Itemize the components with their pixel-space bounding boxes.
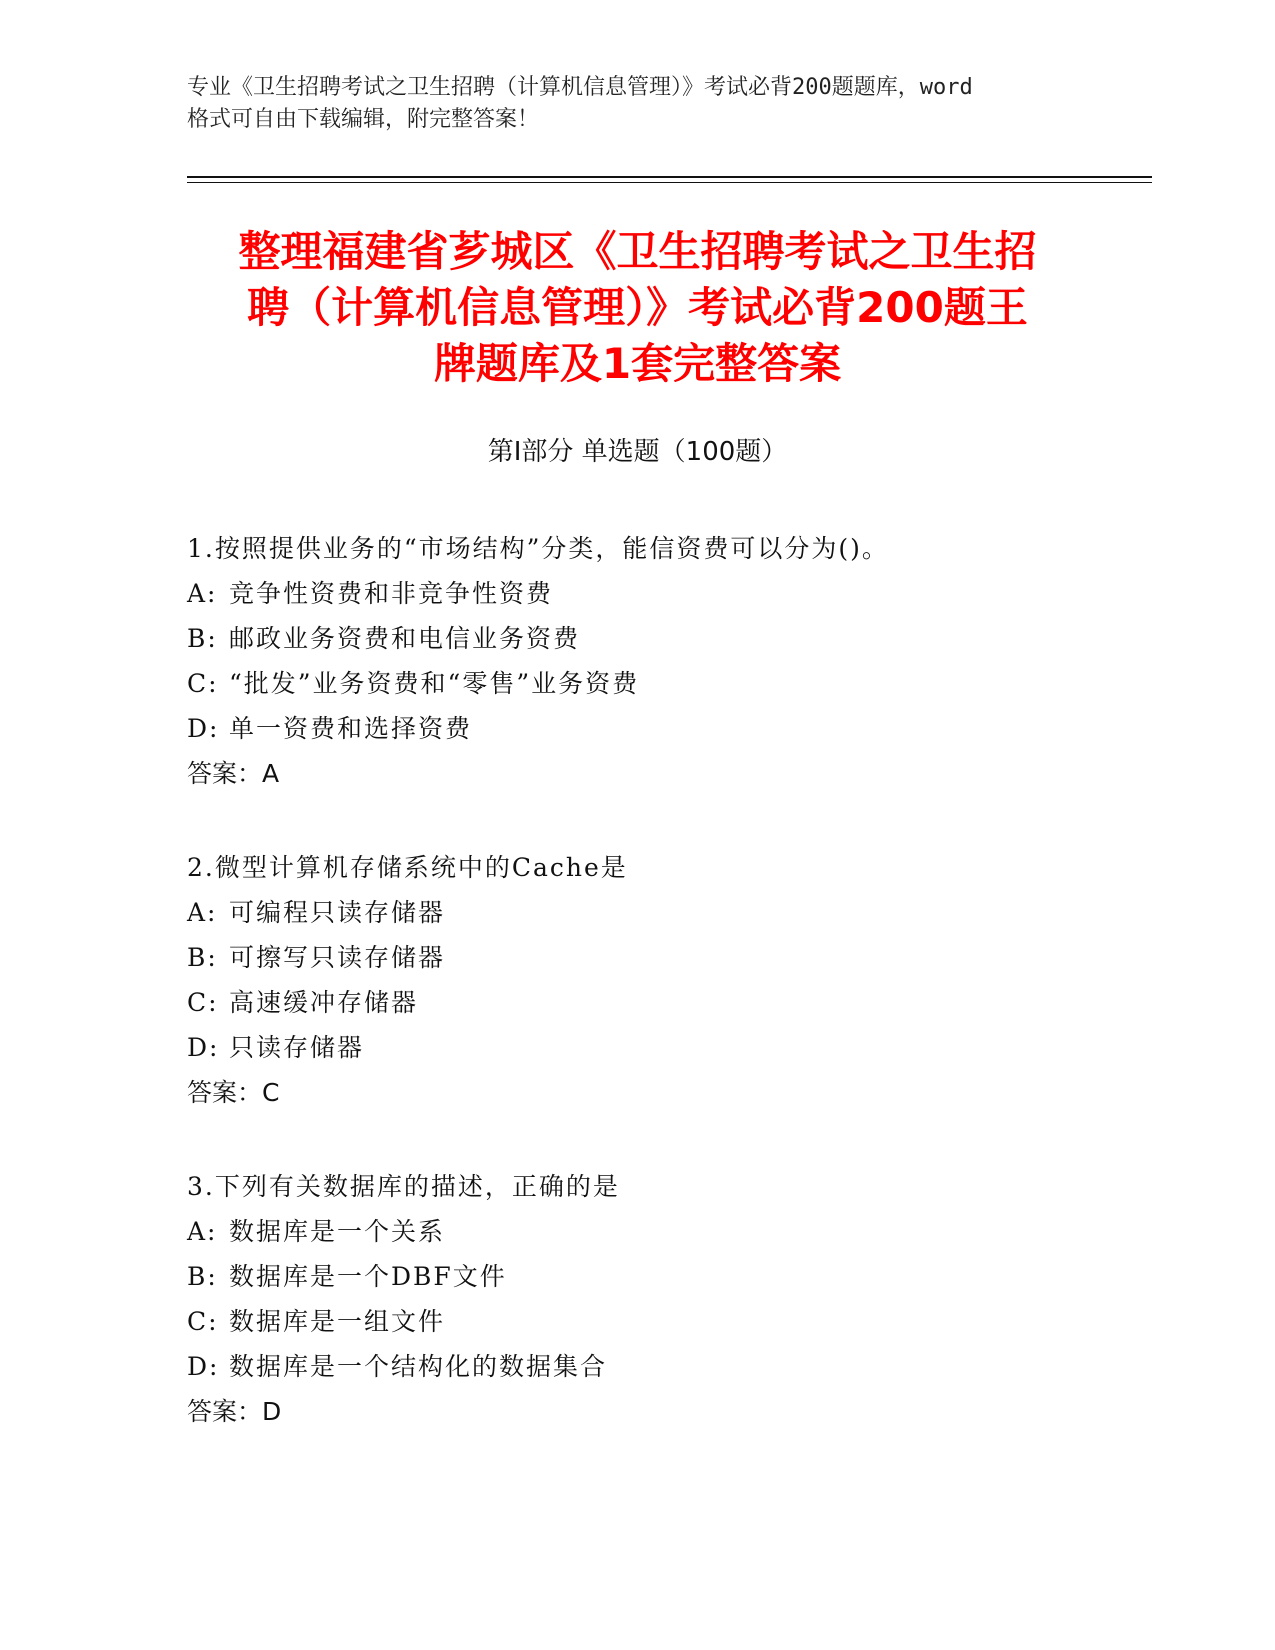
option-text: 数据库是一个结构化的数据集合 [229,1352,608,1381]
option-c [187,1299,1137,1344]
option-text: 数据库是一个DBF文件 [229,1262,507,1291]
question-stem: 1.按照提供业务的“市场结构”分类，能信资费可以分为()。 [187,534,889,563]
option-text: 单一资费和选择资费 [229,714,473,743]
header-divider-thin [187,182,1152,183]
section-title: 第Ⅰ部分 单选题（100题） [487,437,788,467]
answer-line: 答案：A [187,759,280,788]
answer-line: 答案：C [187,1078,280,1107]
option-letter: C: [187,669,219,698]
option-letter: C: [187,988,219,1017]
header-note [187,72,1087,136]
document-title-line-3: 牌题库及1套完整答案 [433,339,842,388]
option-c [187,661,1137,706]
option-b [187,935,1137,980]
header-note-line-2: 格式可自由下载编辑，附完整答案！ [187,107,540,132]
option-a [187,1209,1137,1254]
header-note-line-1: 专业《卫生招聘考试之卫生招聘（计算机信息管理）》考试必背200题题库，word [187,75,973,100]
option-letter: B: [187,943,218,972]
question-2 [187,845,1137,1115]
option-a [187,890,1137,935]
header-divider-thick [187,176,1152,178]
option-d [187,1344,1137,1389]
document-title-line-2: 聘（计算机信息管理）》考试必背200题王 [247,283,1028,332]
question-stem: 3.下列有关数据库的描述，正确的是 [187,1172,620,1201]
question-list [187,526,1137,1483]
option-letter: B: [187,624,218,653]
question-stem: 2.微型计算机存储系统中的Cache是 [187,853,628,882]
answer-line: 答案：D [187,1397,282,1426]
option-b [187,1254,1137,1299]
option-letter: A: [187,579,218,608]
option-letter: C: [187,1307,219,1336]
option-text: 高速缓冲存储器 [229,988,419,1017]
question-3 [187,1164,1137,1434]
option-a [187,571,1137,616]
option-text: 邮政业务资费和电信业务资费 [229,624,581,653]
option-letter: D: [187,1352,220,1381]
option-text: “批发”业务资费和“零售”业务资费 [229,669,640,698]
option-letter: A: [187,1217,218,1246]
option-d [187,1025,1137,1070]
option-letter: D: [187,1033,220,1062]
option-letter: D: [187,714,220,743]
option-text: 只读存储器 [229,1033,365,1062]
option-text: 可编程只读存储器 [229,898,446,927]
option-text: 数据库是一组文件 [229,1307,446,1336]
option-text: 可擦写只读存储器 [229,943,446,972]
option-d [187,706,1137,751]
option-text: 竞争性资费和非竞争性资费 [229,579,554,608]
option-text: 数据库是一个关系 [229,1217,446,1246]
option-c [187,980,1137,1025]
document-title-line-1: 整理福建省芗城区《卫生招聘考试之卫生招 [238,227,1037,276]
option-letter: A: [187,898,218,927]
option-b [187,616,1137,661]
document-title [150,224,1125,392]
option-letter: B: [187,1262,218,1291]
question-1 [187,526,1137,796]
